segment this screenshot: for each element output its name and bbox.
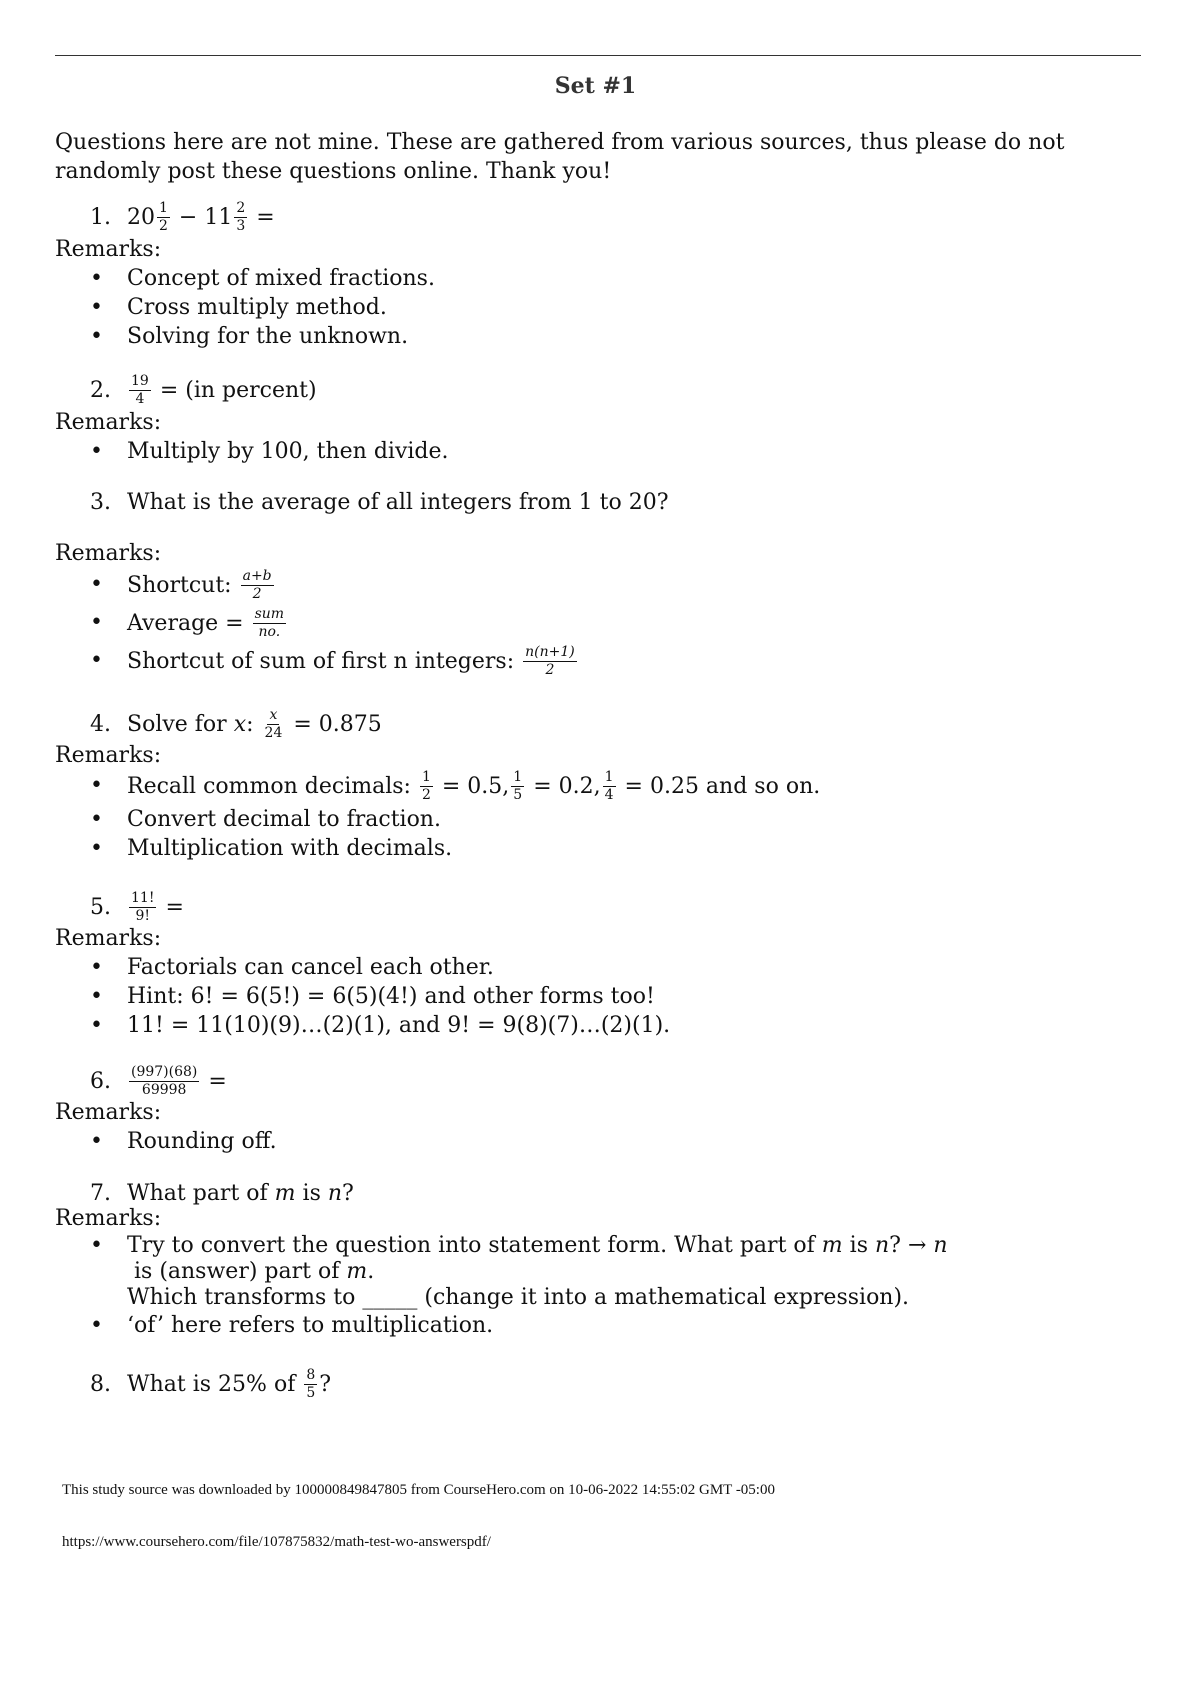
question-2 (90, 369, 317, 411)
q1-fraction-2: $\frac{2}{3}$ (236, 199, 246, 234)
q1-equals: = (249, 204, 275, 230)
q1-whole: 20 (127, 204, 155, 230)
question-number: 5. (90, 894, 111, 920)
question-number: 6. (90, 1068, 111, 1094)
question-1 (90, 196, 275, 238)
q4-remarks-list (90, 767, 820, 863)
remarks-label: Remarks: (55, 1206, 162, 1231)
list-item: • Multiply by 100, then divide. (90, 437, 449, 466)
q5-remarks-list (90, 953, 670, 1040)
q6-fraction: $\frac{(997)(68)}{69998}$ (131, 1063, 198, 1098)
q5-fraction: $\frac{11!}{9!}$ (131, 889, 155, 924)
list-item: • Cross multiply method. (90, 293, 435, 322)
list-item: • Try to convert the question into statement form. What part of m is n? → n is (answer) part of m. Which transforms to _____ (change it into a mathematical expression). (90, 1233, 1140, 1311)
remarks-label: Remarks: (55, 410, 162, 435)
list-item: • Rounding off. (90, 1127, 277, 1156)
page-title: Set #1 (554, 73, 637, 99)
q7-remarks-list (90, 1233, 1140, 1340)
question-3 (90, 481, 669, 523)
question-6: 6. $\frac{(997)(68)}{69998}$ = (90, 1063, 227, 1098)
q2-remarks-list (90, 437, 449, 466)
list-item: • Shortcut: $\frac{a+b}{2}$ (90, 566, 579, 604)
fraction: $\frac{n(n+1)}{2}$ (525, 643, 575, 678)
download-notice: This study source was downloaded by 100000849847805 from CourseHero.com on 10-06-2022 14:55:02 GMT -05:00 (62, 1482, 775, 1498)
intro-text: Questions here are not mine. These are gathered from various sources, thus please do not randomly post these questions online. Thank you! (55, 130, 1065, 184)
list-item: • Average = $\frac{\text{sum}}{no.}$ (90, 604, 579, 642)
remarks-label: Remarks: (55, 541, 162, 566)
fraction: $\frac{\text{sum}}{no.}$ (254, 605, 285, 640)
q1-remarks-list (90, 264, 435, 351)
question-number: 2. (90, 377, 111, 403)
list-item: • Recall common decimals: $\frac{1}{2}$ = 0.5, $\frac{1}{5}$ = 0.2, $\frac{1}{4}$ = 0.25 and so on. (90, 767, 820, 805)
remarks-label: Remarks: (55, 1100, 162, 1125)
list-item: • Multiplication with decimals. (90, 834, 820, 863)
q2-fraction: $\frac{19}{4}$ (131, 372, 149, 407)
question-number: 4. (90, 711, 111, 737)
list-item: • ‘of’ here refers to multiplication. (90, 1311, 1140, 1340)
q2-tail: = (in percent) (152, 377, 317, 403)
question-4: 4. Solve for x : $\frac{x}{24}$ = 0.875 (90, 706, 382, 741)
fraction: $\frac{a+b}{2}$ (242, 567, 272, 602)
q3-text: What is the average of all integers from 1 to 20? (127, 489, 669, 515)
q1-operator: − 11 (171, 204, 233, 230)
remarks-label: Remarks: (55, 926, 162, 951)
header-rule (55, 55, 1141, 56)
question-number: 1. (90, 204, 111, 230)
list-item: • Solving for the unknown. (90, 322, 435, 351)
q1-fraction-1: $\frac{1}{2}$ (159, 199, 168, 234)
question-8: 8. What is 25% of $\frac{8}{5}$ ? (90, 1366, 332, 1401)
question-number: 3. (90, 489, 111, 515)
question-5: 5. $\frac{11!}{9!}$ = (90, 889, 184, 924)
q4-fraction: $\frac{x}{24}$ (264, 706, 283, 741)
remarks-label: Remarks: (55, 237, 162, 262)
q3-remarks-list (90, 566, 579, 680)
question-number: 7. (90, 1180, 111, 1206)
list-item: • 11! = 11(10)(9)…(2)(1), and 9! = 9(8)(7)…(2)(1). (90, 1011, 670, 1040)
question-7: 7. What part of m is n ? (90, 1180, 354, 1206)
list-item: • Convert decimal to fraction. (90, 805, 820, 834)
q8-fraction: $\frac{8}{5}$ (306, 1366, 316, 1401)
q6-remarks-list (90, 1127, 277, 1156)
remarks-label: Remarks: (55, 743, 162, 768)
list-item: • Concept of mixed fractions. (90, 264, 435, 293)
source-url[interactable]: https://www.coursehero.com/file/107875832/math-test-wo-answerspdf/ (62, 1534, 491, 1550)
list-item: • Hint: 6! = 6(5!) = 6(5)(4!) and other forms too! (90, 982, 670, 1011)
list-item: • Factorials can cancel each other. (90, 953, 670, 982)
question-number: 8. (90, 1371, 111, 1397)
list-item: • Shortcut of sum of first n integers: $\frac{n(n+1)}{2}$ (90, 642, 579, 680)
